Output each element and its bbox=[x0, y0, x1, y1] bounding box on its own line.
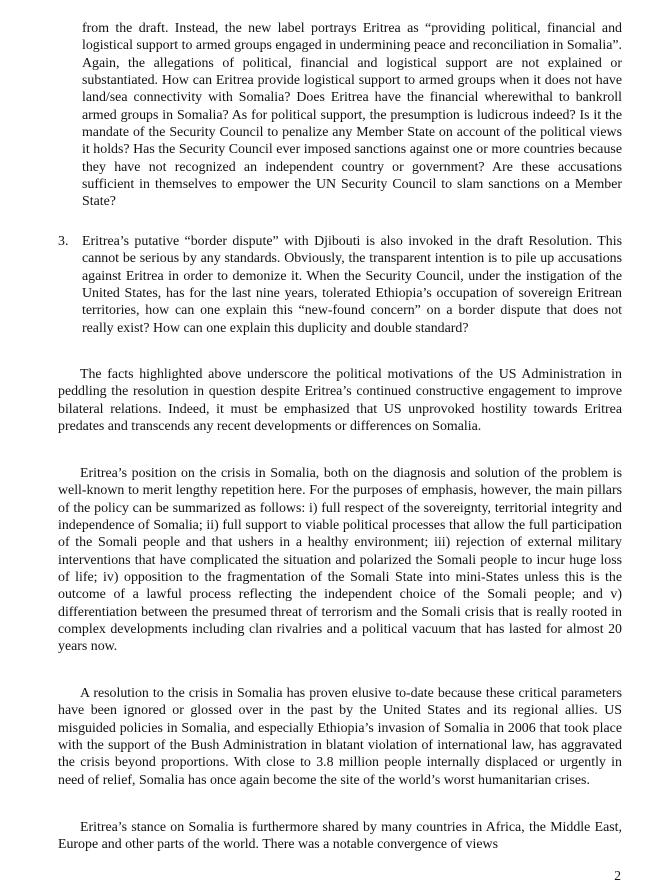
position-paragraph: Eritrea’s position on the crisis in Somalia, both on the diagnosis and solution of the problem is well-known to merit lengthy repetition here. For the purposes of emphasis, however, the main pillars of the policy can be summarized as follows: i) full respect of the sovereignty, territorial integrity and independence of Somalia; ii) full support to viable political processes that allow the full participation of the Somali people and that ushers in a healthy environment; iii) rejection of external military interventions that have complicated the situation and polarized the Somali people to incur huge loss of life; iv) opposition to the fragmentation of the Somali State into mini-States unless this is the outcome of a lawful process reflecting the independent choice of the Somali people; and v) differentiation between the presumed threat of terrorism and the Somali crisis that is really rooted in complex developments including clan rivalries and a political vacuum that has lasted for almost 20 years now. bbox=[58, 466, 622, 655]
list-item-text: Eritrea’s putative “border dispute” with Djibouti is also invoked in the draft Resolution. This cannot be serious by any standards. Obviously, the transparent intention is to pile up accusations against Eritrea in order to demonize it. When the Security Council, under the instigation of the United States, has for the last nine years, tolerated Ethiopia’s occupation of sovereign Eritrean territories, how can one explain this “new-found concern” on a border dispute that does not really exist? How can one explain this duplicity and double standard? bbox=[82, 234, 622, 336]
list-item-3 bbox=[58, 233, 622, 358]
page-number: 2 bbox=[614, 868, 621, 883]
resolution-paragraph: A resolution to the crisis in Somalia has proven elusive to-date because these critical parameters have been ignored or glossed over in the past by the United States and its regional allies. US misguided policies in Somalia, and especially Ethiopia’s invasion of Somalia in 2006 that took place with the support of the Bush Administration in blatant violation of international law, has aggravated the crisis beyond proportions. With close to 3.8 million people internally displaced or urgently in need of relief, Somalia has once again become the site of the world’s worst humanitarian crises. bbox=[58, 686, 622, 788]
list-item-number: 3. bbox=[58, 234, 69, 249]
stance-paragraph: Eritrea’s stance on Somalia is furthermore shared by many countries in Africa, the Middle East, Europe and other parts of the world. There was a notable convergence of views bbox=[58, 820, 622, 853]
facts-paragraph: The facts highlighted above underscore the political motivations of the US Administration in peddling the resolution in question despite Eritrea’s continued constructive engagement to improve bilateral relations. Indeed, it must be emphasized that US unprovoked hostility towards Eritrea predates and transcends any recent developments or differences on Somalia. bbox=[58, 367, 622, 435]
continuation-paragraph: from the draft. Instead, the new label portrays Eritrea as “providing political, financial and logistical support to armed groups engaged in undermining peace and reconciliation in Somalia”. Again, the allegations of political, financial and logistical support are not explained or substantiated. How can Eritrea provide logistical support to armed groups when it does not have land/sea connectivity with Somalia? Does Eritrea have the financial wherewithal to bankroll armed groups in Somalia? As for political support, the presumption is ludicrous indeed? Is it the mandate of the Security Council to penalize any Member State on account of the political views it holds? Has the Security Council ever imposed sanctions against one or more countries because they have not recognized an independent country or government? Are these accusations sufficient in themselves to empower the UN Security Council to slam sanctions on a Member State? bbox=[82, 21, 622, 210]
